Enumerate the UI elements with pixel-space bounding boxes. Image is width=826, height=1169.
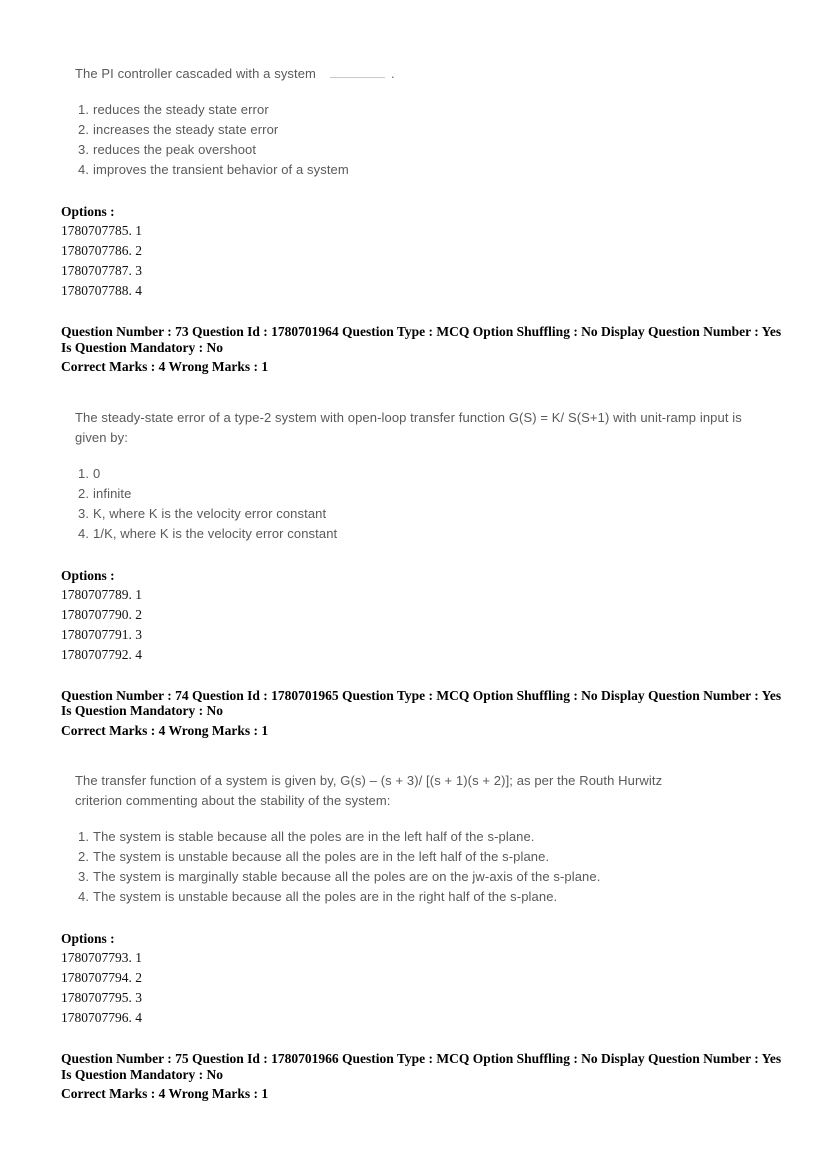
choice-number: 2. [78, 122, 90, 137]
choice-number: 2. [78, 485, 90, 501]
choice-number: 4. [78, 162, 90, 177]
choice-text: The system is stable because all the poles are in the left half of the s-plane. [93, 829, 535, 844]
option-id-row: 1780707789. 1 [61, 586, 142, 602]
option-id-row: 1780707790. 2 [61, 606, 142, 622]
choice-number: 3. [78, 869, 90, 884]
choice-item [78, 847, 826, 867]
choice-item [78, 100, 826, 120]
question-text-line: The steady-state error of a type-2 system with open-loop transfer function G(S) = K/ S(S+1) with unit-ramp input is [75, 409, 742, 425]
choice-number: 2. [78, 849, 90, 864]
choice-number: 1. [78, 465, 90, 481]
choice-text: reduces the peak overshoot [93, 142, 257, 157]
question-meta-line: Is Question Mandatory : No [61, 339, 224, 355]
choice-item [78, 524, 826, 544]
option-id-list [61, 948, 826, 1028]
option-id-row: 1780707791. 3 [61, 626, 142, 642]
choice-item [78, 484, 826, 504]
option-id-list [61, 221, 826, 301]
option-id-row: 1780707793. 1 [61, 950, 142, 965]
option-id-row: 1780707792. 4 [61, 646, 142, 662]
question-block [0, 688, 826, 1029]
question-text-line: given by: [75, 429, 128, 445]
choice-item [78, 120, 826, 140]
options-label: Options : [61, 567, 115, 583]
choice-list [78, 827, 826, 907]
question-text-line: The transfer function of a system is given by, G(s) – (s + 3)/ [(s + 1)(s + 2)]; as per the Routh Hurwitz [75, 773, 663, 788]
question-text-suffix: . [391, 66, 395, 81]
choice-text: The system is marginally stable because all the poles are on the jw-axis of the s-plane. [93, 869, 601, 884]
choice-number: 3. [78, 142, 90, 157]
question-meta [61, 688, 826, 739]
option-id-row: 1780707795. 3 [61, 990, 142, 1005]
choice-number: 4. [78, 889, 90, 904]
choice-text: 0 [93, 465, 101, 481]
choice-text: improves the transient behavior of a system [93, 162, 349, 177]
choice-text: The system is unstable because all the poles are in the right half of the s-plane. [93, 889, 558, 904]
choice-list [78, 464, 826, 544]
option-id-row: 1780707794. 2 [61, 970, 142, 985]
question-meta-line: Is Question Mandatory : No [61, 1066, 224, 1082]
option-id-row: 1780707788. 4 [61, 283, 142, 298]
choice-item [78, 867, 826, 887]
question-block [0, 64, 826, 301]
choice-text: reduces the steady state error [93, 102, 269, 117]
choice-item [78, 504, 826, 524]
question-meta-line: Question Number : 74 Question Id : 1780701965 Question Type : MCQ Option Shuffling : No Display Question Number : Yes [61, 687, 782, 703]
choice-number: 4. [78, 525, 90, 541]
question-meta [61, 324, 826, 375]
choice-list [78, 100, 826, 180]
options-label: Options : [61, 204, 115, 219]
choice-text: K, where K is the velocity error constant [93, 505, 327, 521]
choice-item [78, 140, 826, 160]
fill-in-blank [330, 65, 385, 78]
choice-number: 1. [78, 829, 90, 844]
question-text [75, 64, 826, 84]
choice-item [78, 887, 826, 907]
option-id-row: 1780707787. 3 [61, 263, 142, 278]
choice-item [78, 160, 826, 180]
choice-text: infinite [93, 485, 132, 501]
question-text [75, 771, 826, 811]
question-meta [61, 1051, 826, 1102]
question-block [0, 1051, 826, 1102]
question-marks-line: Correct Marks : 4 Wrong Marks : 1 [61, 359, 269, 374]
question-text-line: criterion commenting about the stability of the system: [75, 793, 391, 808]
choice-number: 3. [78, 505, 90, 521]
question-text-line: The PI controller cascaded with a system [75, 66, 316, 81]
option-id-list [61, 585, 826, 665]
question-marks-line: Correct Marks : 4 Wrong Marks : 1 [61, 722, 269, 738]
question-block [0, 324, 826, 665]
choice-number: 1. [78, 102, 90, 117]
question-marks-line: Correct Marks : 4 Wrong Marks : 1 [61, 1086, 269, 1101]
question-meta-line: Is Question Mandatory : No [61, 703, 224, 718]
option-id-row: 1780707786. 2 [61, 243, 142, 258]
option-id-row: 1780707785. 1 [61, 223, 142, 238]
question-text [75, 408, 826, 448]
option-id-row: 1780707796. 4 [61, 1010, 142, 1025]
choice-item [78, 464, 826, 484]
choice-text: increases the steady state error [93, 122, 279, 137]
choice-text: 1/K, where K is the velocity error constant [93, 525, 338, 541]
question-meta-line: Question Number : 75 Question Id : 1780701966 Question Type : MCQ Option Shuffling : No Display Question Number : Yes [61, 1051, 782, 1066]
options-label: Options : [61, 931, 115, 946]
choice-item [78, 827, 826, 847]
question-meta-line: Question Number : 73 Question Id : 1780701964 Question Type : MCQ Option Shuffling : No Display Question Number : Yes [61, 324, 782, 339]
choice-text: The system is unstable because all the poles are in the left half of the s-plane. [93, 849, 550, 864]
